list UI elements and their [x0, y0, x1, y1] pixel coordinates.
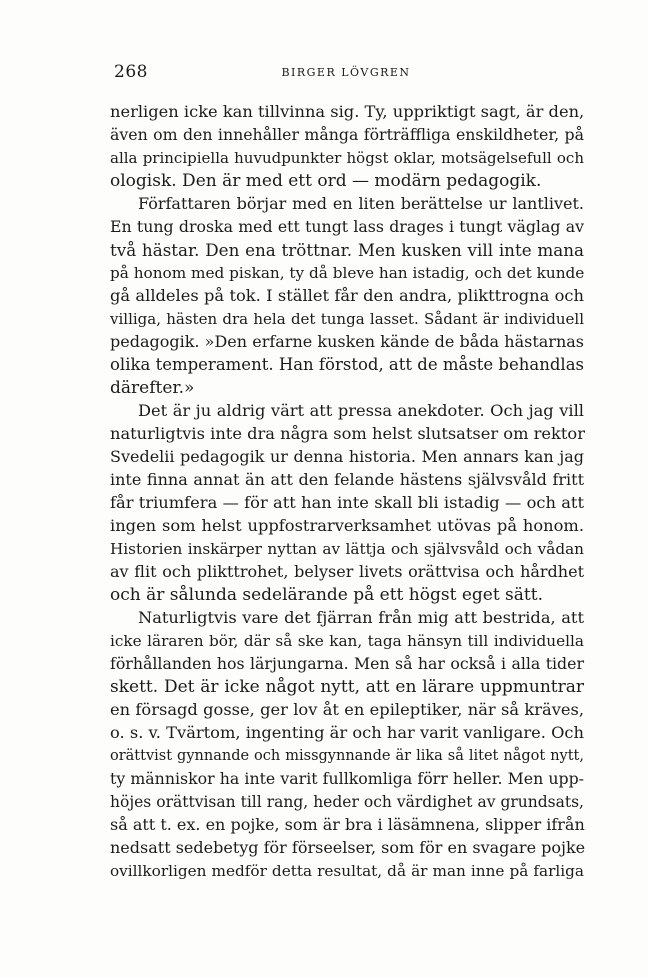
text-line: även om den innehåller många förträffliga enskildheter, på [110, 125, 584, 144]
text-line: gå alldeles på tok. I stället får den andra, plikttrogna och [110, 286, 584, 305]
text-line: därefter.» [110, 378, 195, 398]
text-line: Svedelii pedagogik ur denna historia. Men annars kan jag [110, 447, 584, 466]
text-line: Författaren börjar med en liten berättelse ur lantlivet. [138, 194, 584, 213]
text-line: två hästar. Den ena tröttnar. Men kusken vill inte mana [110, 240, 584, 260]
text-line: olika temperament. Han förstod, att de måste behandlas [110, 355, 584, 374]
text-line: villiga, hästen dra hela det tunga lasset. Sådant är individuell [110, 310, 584, 328]
text-line: icke läraren bör, där så ske kan, taga hänsyn till individuella [110, 632, 584, 650]
text-line: så att t. ex. en pojke, som är bra i läsämnena, slipper ifrån [110, 815, 585, 834]
text-line: ingen som helst uppfostrarverksamhet utövas på honom. [110, 516, 584, 535]
text-line: alla principiella huvudpunkter högst oklar, motsägelsefull och [110, 149, 584, 167]
text-line: och är sålunda sedelärande på ett högst eget sätt. [110, 585, 543, 605]
text-line: ologisk. Den är med ett ord — modärn pedagogik. [110, 171, 542, 191]
text-line: ovillkorligen medför detta resultat, då är man inne på farliga [110, 862, 584, 880]
text-line: höjes orättvisan till rang, heder och värdighet av grundsats, [110, 793, 584, 811]
text-line: inte finna annat än att den felande hästens självsvåld fritt [110, 470, 584, 489]
text-line: på honom med piskan, ty då bleve han istadig, och det kunde [110, 264, 585, 282]
text-line: nedsatt sedebetyg för förseelser, som för en svagare pojke [110, 838, 586, 857]
text-line: o. s. v. Tvärtom, ingenting är och har varit vanligare. Och [110, 723, 584, 742]
text-line: Historien inskärper nyttan av lättja och självsvåld och vådan [110, 540, 584, 558]
text-line: ty människor ha inte varit fullkomliga förr heller. Men upp- [110, 769, 584, 788]
page-number: 268 [114, 62, 148, 82]
page-header [108, 62, 584, 86]
text-line: pedagogik. »Den erfarne kusken kände de båda hästarnas [110, 332, 584, 351]
text-line: En tung droska med ett tungt lass drages i tungt väglag av [110, 217, 584, 236]
running-head: BIRGER LÖVGREN [281, 66, 411, 79]
text-line: av flit och plikttrohet, belyser livets orättvisa och hårdhet [110, 562, 584, 581]
text-line: förhållanden hos lärjungarna. Men så har också i alla tider [110, 654, 584, 673]
text-line: nerligen icke kan tillvinna sig. Ty, uppriktigt sagt, är den, [110, 102, 585, 121]
text-line: naturligtvis inte dra några som helst slutsatser om rektor [110, 424, 585, 443]
text-line: en försagd gosse, ger lov åt en epileptiker, när så kräves, [110, 700, 584, 719]
text-line: Det är ju aldrig värt att pressa anekdoter. Och jag vill [138, 401, 584, 420]
text-line: skett. Det är icke något nytt, att en lärare uppmuntrar [110, 677, 584, 697]
text-line: Naturligtvis vare det fjärran från mig att bestrida, att [138, 608, 584, 627]
text-line: får triumfera — för att han inte skall bli istadig — och att [110, 493, 584, 512]
text-line: orättvist gynnande och missgynnande är lika så litet något nytt, [110, 748, 584, 764]
